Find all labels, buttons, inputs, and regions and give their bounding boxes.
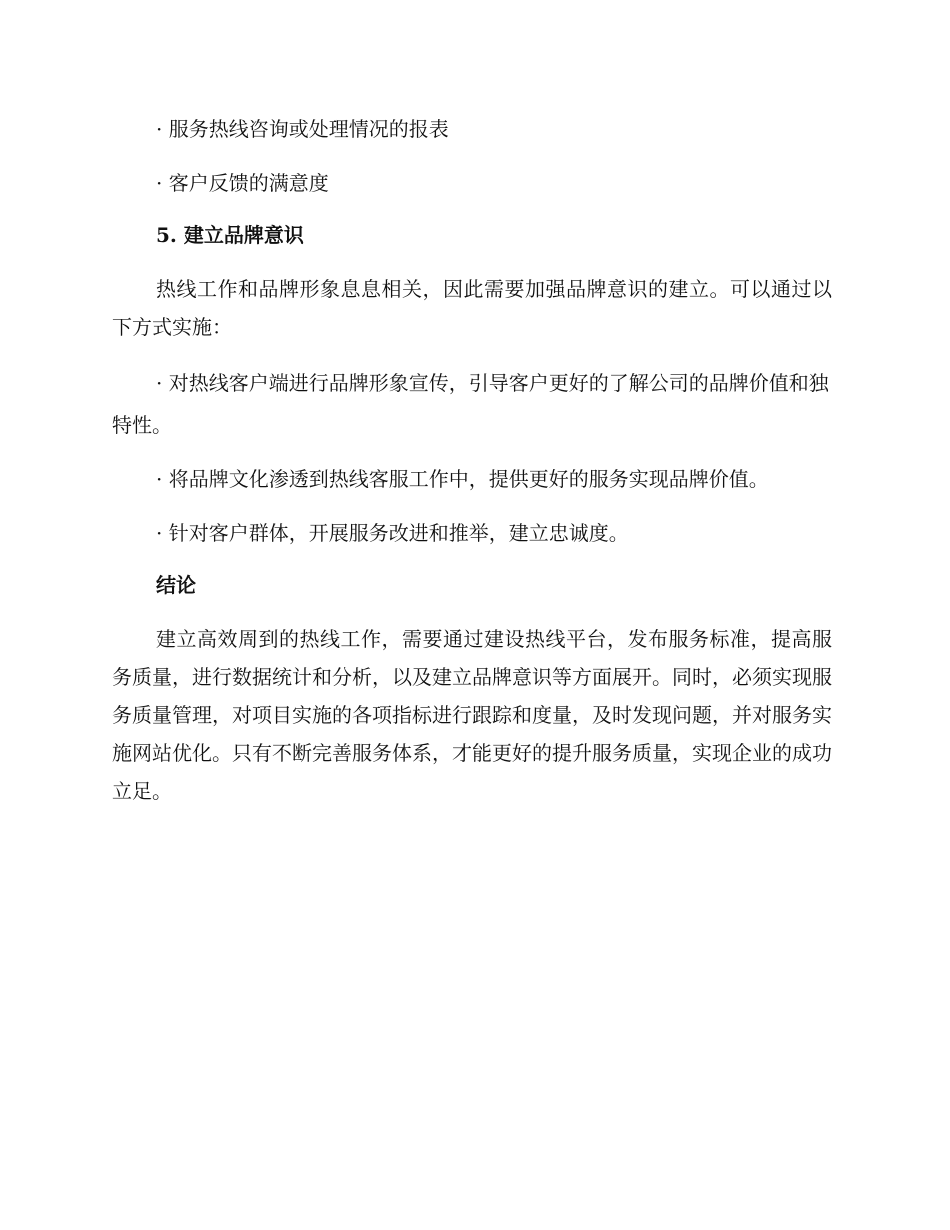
bullet-item: · 服务热线咨询或处理情况的报表: [156, 117, 449, 141]
section-intro-paragraph: 热线工作和品牌形象息息相关，因此需要加强品牌意识的建立。可以通过以下方式实施：: [112, 277, 832, 339]
bullet-item: · 对热线客户端进行品牌形象宣传，引导客户更好的了解公司的品牌价值和独特性。: [112, 371, 829, 437]
bullet-item: · 将品牌文化渗透到热线客服工作中，提供更好的服务实现品牌价值。: [156, 467, 769, 491]
document-page: [112, 108, 832, 826]
conclusion-paragraph: 建立高效周到的热线工作，需要通过建设热线平台，发布服务标准，提高服务质量，进行数据统计和分析，以及建立品牌意识等方面展开。同时，必须实现服务质量管理，对项目实施的各项指标进行跟踪和度量，及时发现问题，并对服务实施网站优化。只有不断完善服务体系，才能更好的提升服务质量，实现企业的成功立足。: [112, 627, 832, 803]
bullet-item: · 客户反馈的满意度: [156, 171, 329, 195]
bullet-item: · 针对客户群体，开展服务改进和推举，建立忠诚度。: [156, 521, 629, 545]
section-heading: 5. 建立品牌意识: [156, 223, 304, 247]
conclusion-heading: 结论: [156, 573, 196, 597]
